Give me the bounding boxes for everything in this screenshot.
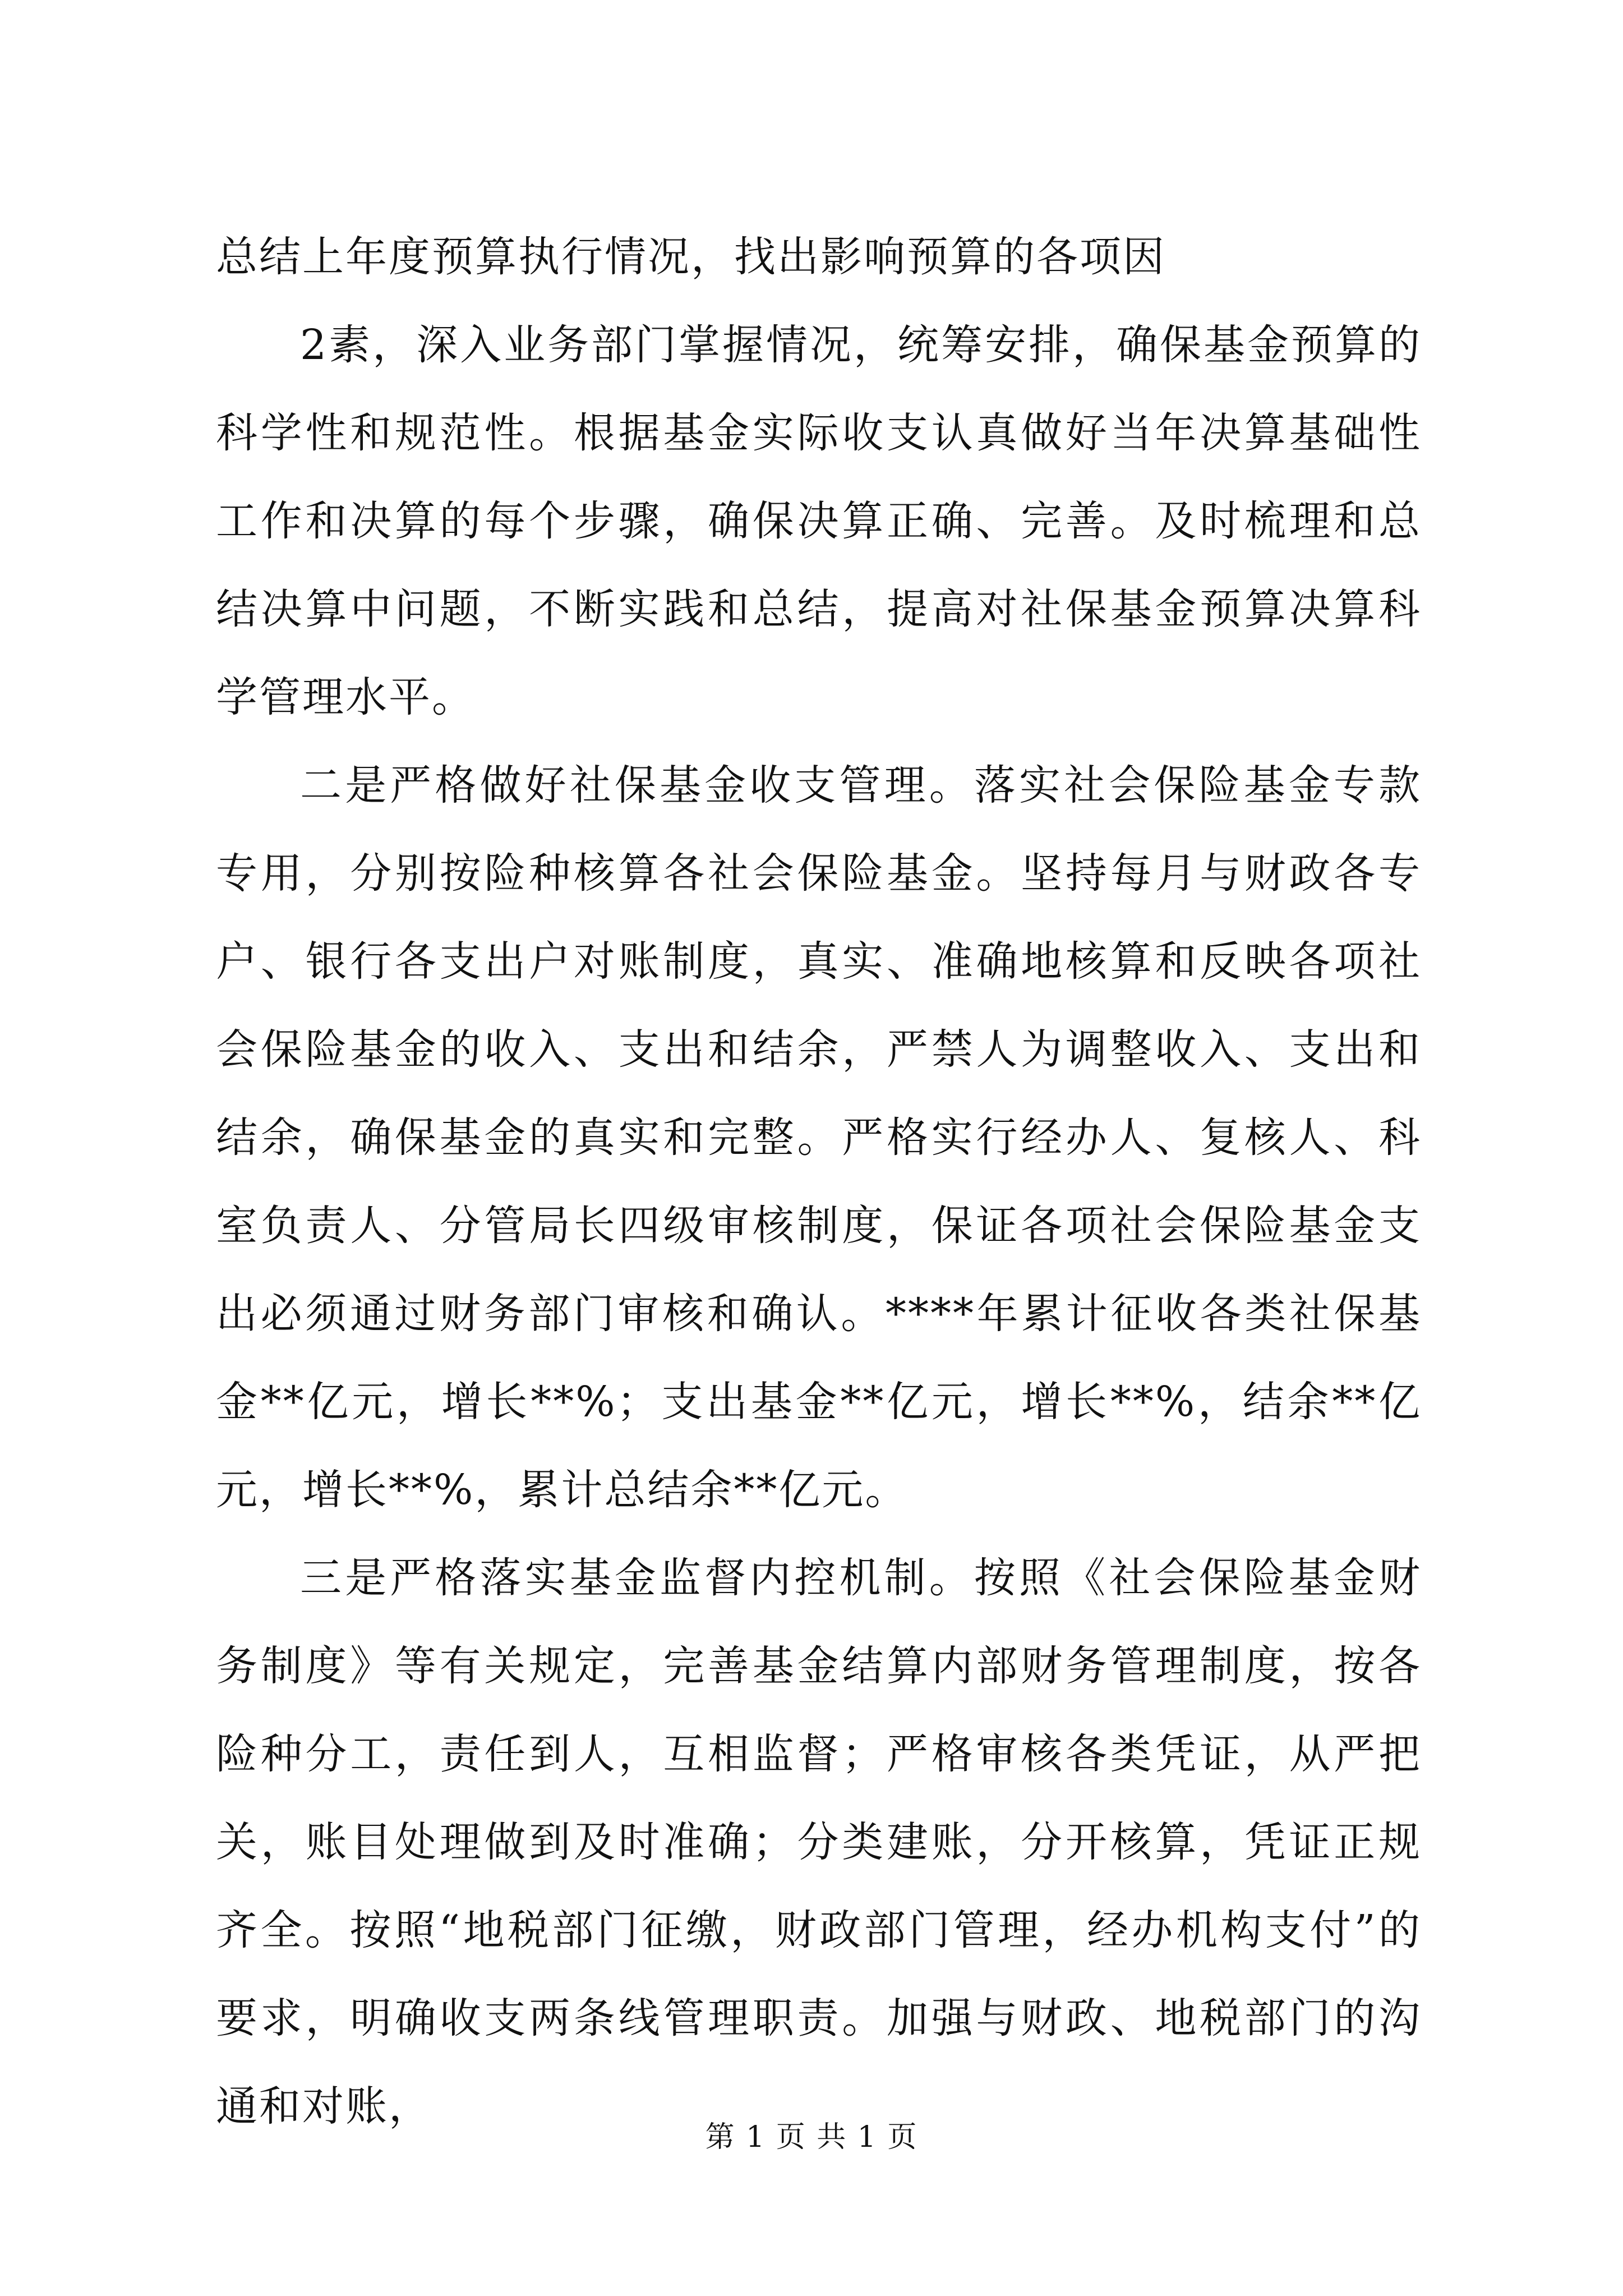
paragraph-4: 三是严格落实基金监督内控机制。按照《社会保险基金财务制度》等有关规定，完善基金结算内部财务管理制度，按各险种分工，责任到人，互相监督；严格审核各类凭证，从严把关，账目处理做到及时准确；分类建账，分开核算，凭证正规齐全。按照“地税部门征缴，财政部门管理，经办机构支付”的要求，明确收支两条线管理职责。加强与财政、地税部门的沟通和对账， [216, 1554, 1422, 2131]
page-footer [0, 2118, 1623, 2157]
document-body [216, 213, 1422, 2151]
paragraph-2: 2素，深入业务部门掌握情况，统筹安排，确保基金预算的科学性和规范性。根据基金实际收支认真做好当年决算基础性工作和决算的每个步骤，确保决算正确、完善。及时梳理和总结决算中问题，不断实践和总结，提高对社保基金预算决算科学管理水平。 [216, 321, 1422, 721]
page-number-label: 第 1 页 共 1 页 [705, 2120, 918, 2154]
paragraph-3: 二是严格做好社保基金收支管理。落实社会保险基金专款专用，分别按险种核算各社会保险基金。坚持每月与财政各专户、银行各支出户对账制度，真实、准确地核算和反映各项社会保险基金的收入、支出和结余，严禁人为调整收入、支出和结余，确保基金的真实和完整。严格实行经办人、复核人、科室负责人、分管局长四级审核制度，保证各项社会保险基金支出必须通过财务部门审核和确认。****年累计征收各类社保基金**亿元，增长**%；支出基金**亿元，增长**%，结余**亿元，增长**%，累计总结余**亿元。 [216, 761, 1422, 1514]
paragraph-1: 总结上年度预算执行情况，找出影响预算的各项因 [216, 233, 1166, 281]
